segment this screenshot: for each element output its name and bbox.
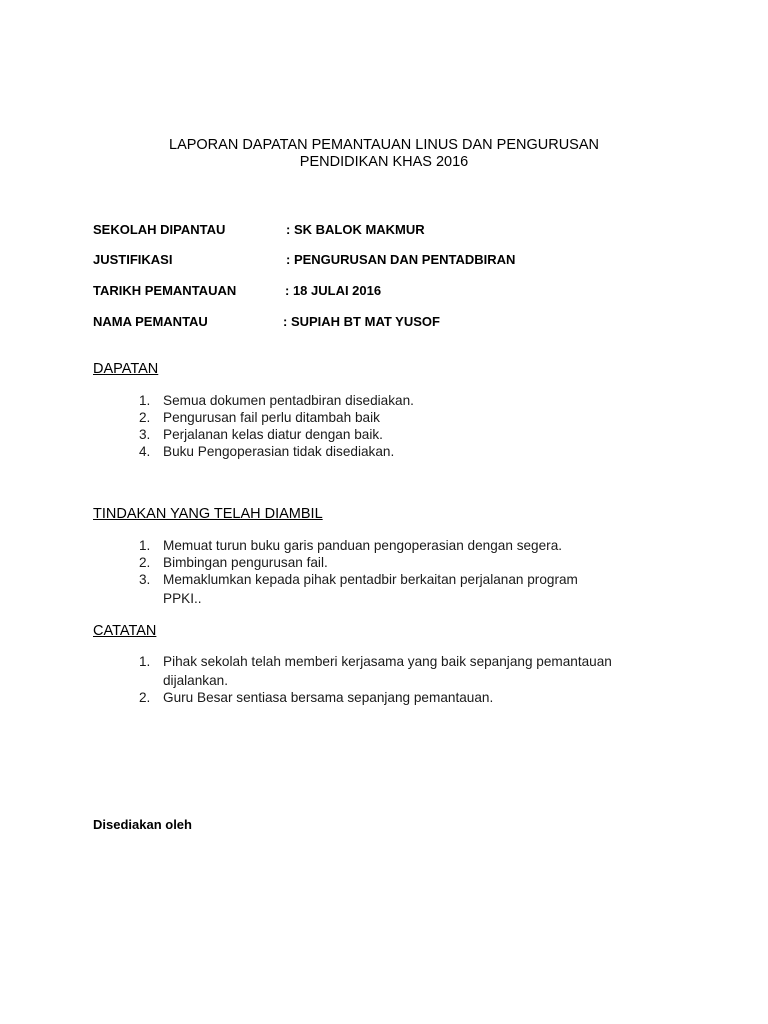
section-heading-dapatan: DAPATAN [93, 361, 159, 377]
list-item-text: Buku Pengoperasian tidak disediakan. [163, 444, 395, 459]
section-heading-catatan: CATATAN [93, 623, 157, 639]
dapatan-list [0, 392, 768, 460]
list-item-number: 1. [139, 654, 151, 669]
info-label: SEKOLAH DIPANTAU [93, 222, 226, 237]
info-value: : SUPIAH BT MAT YUSOF [283, 314, 440, 329]
info-label: NAMA PEMANTAU [93, 314, 208, 329]
list-item-text: Memaklumkan kepada pihak pentadbir berkaitan perjalanan program [163, 572, 578, 587]
info-row-pemantau [93, 314, 440, 330]
list-item [0, 571, 653, 607]
list-item-text: Semua dokumen pentadbiran disediakan. [163, 393, 414, 408]
list-item [0, 653, 653, 689]
prepared-by-label: Disediakan oleh [93, 817, 192, 832]
report-title-line-2: PENDIDIKAN KHAS 2016 [299, 154, 469, 170]
list-item-text: Pengurusan fail perlu ditambah baik [163, 410, 380, 425]
list-item [0, 689, 653, 706]
report-title [0, 137, 768, 171]
list-item [0, 409, 653, 426]
list-item-text: Bimbingan pengurusan fail. [163, 555, 328, 570]
list-item-number: 2. [139, 555, 151, 570]
info-value: : PENGURUSAN DAN PENTADBIRAN [286, 252, 516, 267]
list-item [0, 426, 653, 443]
info-value: : 18 JULAI 2016 [285, 283, 382, 298]
report-title-line-1: LAPORAN DAPATAN PEMANTAUAN LINUS DAN PENGURUSAN [169, 137, 599, 153]
list-item [0, 443, 653, 460]
info-row-sekolah [93, 222, 425, 238]
list-item-number: 4. [139, 444, 151, 459]
section-heading-tindakan: TINDAKAN YANG TELAH DIAMBIL [93, 506, 323, 522]
info-row-justifikasi [93, 252, 516, 268]
info-label: TARIKH PEMANTAUAN [93, 283, 237, 298]
info-row-tarikh [93, 283, 382, 299]
list-item [0, 537, 653, 554]
list-item-text: Pihak sekolah telah memberi kerjasama yang baik sepanjang pemantauan [163, 654, 612, 669]
list-item-text: Perjalanan kelas diatur dengan baik. [163, 427, 383, 442]
list-item-text: Memuat turun buku garis panduan pengoperasian dengan segera. [163, 538, 563, 553]
tindakan-list [0, 537, 768, 607]
info-value: : SK BALOK MAKMUR [286, 222, 425, 237]
info-label: JUSTIFIKASI [93, 252, 173, 267]
list-item-number: 2. [139, 690, 151, 705]
catatan-list [0, 653, 768, 706]
list-item-number: 3. [139, 427, 151, 442]
list-item-number: 3. [139, 572, 151, 587]
list-item-number: 2. [139, 410, 151, 425]
list-item [0, 392, 653, 409]
list-item [0, 554, 653, 571]
list-item-text-continued: PPKI.. [163, 591, 202, 606]
list-item-text-continued: dijalankan. [163, 673, 228, 688]
list-item-number: 1. [139, 538, 151, 553]
list-item-text: Guru Besar sentiasa bersama sepanjang pemantauan. [163, 690, 494, 705]
list-item-number: 1. [139, 393, 151, 408]
